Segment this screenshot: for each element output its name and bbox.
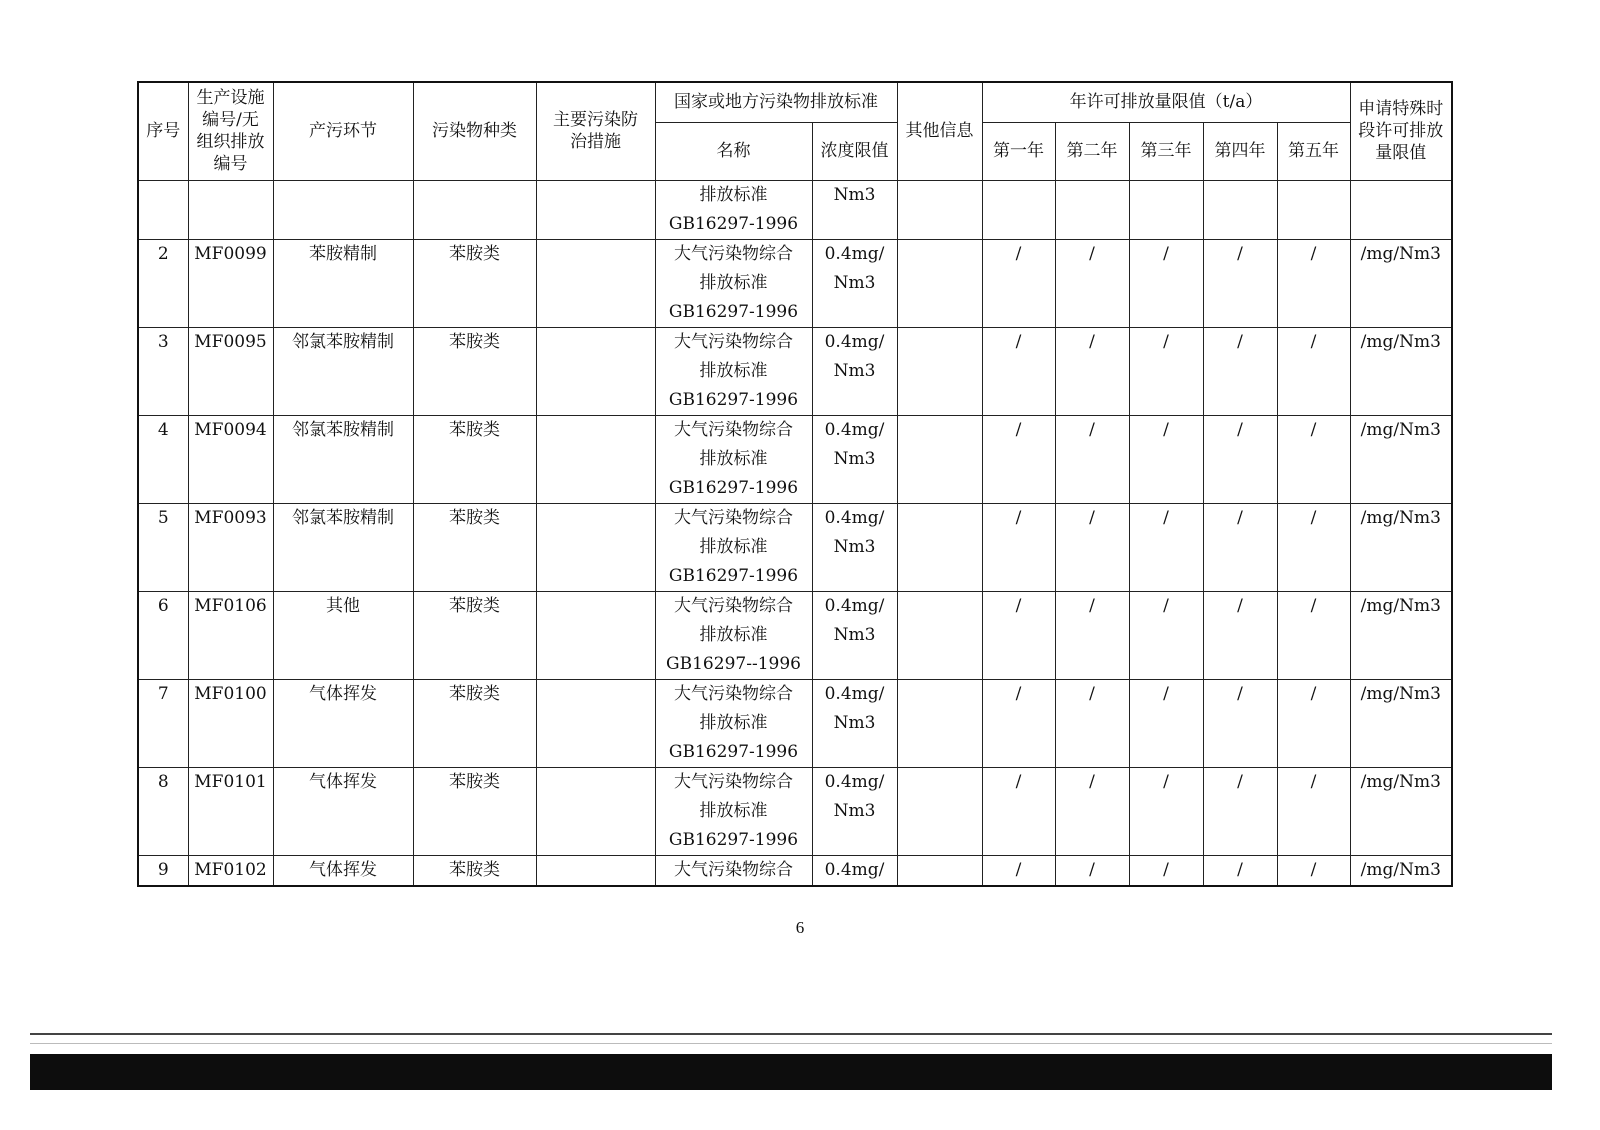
- cell-stage: 邻氯苯胺精制: [273, 415, 413, 503]
- cell-conc-limit: 0.4mg/: [812, 855, 897, 886]
- emission-permit-table: [137, 81, 1453, 887]
- cell-seq: 4: [138, 415, 188, 503]
- scan-border-line: [30, 1033, 1552, 1035]
- cell-year-3: /: [1129, 679, 1203, 767]
- cell-special: /mg/Nm3: [1350, 239, 1452, 327]
- table-row: [138, 327, 1452, 415]
- cell-year-5: /: [1277, 591, 1350, 679]
- cell-empty: [413, 180, 536, 239]
- cell-std-name: 大气污染物综合 排放标准 GB16297-1996: [655, 767, 812, 855]
- cell-empty: [1129, 180, 1203, 239]
- header-facility: 生产设施 编号/无 组织排放 编号: [188, 82, 273, 180]
- cell-other: [897, 503, 982, 591]
- cell-year-2: /: [1055, 767, 1129, 855]
- cell-empty: [982, 180, 1055, 239]
- cell-year-3: /: [1129, 415, 1203, 503]
- cell-other: [897, 239, 982, 327]
- cell-year-3: /: [1129, 239, 1203, 327]
- cell-conc-limit: 0.4mg/ Nm3: [812, 239, 897, 327]
- cell-seq: 9: [138, 855, 188, 886]
- cell-empty: [897, 180, 982, 239]
- header-year-4: 第四年: [1203, 122, 1277, 180]
- cell-conc-limit: 0.4mg/ Nm3: [812, 327, 897, 415]
- header-year-1: 第一年: [982, 122, 1055, 180]
- cell-conc-limit: 0.4mg/ Nm3: [812, 415, 897, 503]
- cell-year-2: /: [1055, 239, 1129, 327]
- cell-empty: [273, 180, 413, 239]
- cell-conc-limit: 0.4mg/ Nm3: [812, 679, 897, 767]
- cell-year-2: /: [1055, 855, 1129, 886]
- cell-year-5: /: [1277, 767, 1350, 855]
- cell-year-5: /: [1277, 415, 1350, 503]
- cell-year-5: /: [1277, 239, 1350, 327]
- cell-seq: 3: [138, 327, 188, 415]
- cell-std-name: 大气污染物综合 排放标准 GB16297-1996: [655, 679, 812, 767]
- cell-empty: [1350, 180, 1452, 239]
- cell-year-5: /: [1277, 679, 1350, 767]
- cell-year-2: /: [1055, 327, 1129, 415]
- cell-year-3: /: [1129, 767, 1203, 855]
- cell-year-4: /: [1203, 591, 1277, 679]
- cell-measures: [536, 679, 655, 767]
- cell-conc-limit: 0.4mg/ Nm3: [812, 591, 897, 679]
- cell-special: /mg/Nm3: [1350, 679, 1452, 767]
- cell-special: /mg/Nm3: [1350, 767, 1452, 855]
- cell-measures: [536, 503, 655, 591]
- cell-special: /mg/Nm3: [1350, 591, 1452, 679]
- cell-empty: [536, 180, 655, 239]
- cell-empty: [1203, 180, 1277, 239]
- cell-year-4: /: [1203, 767, 1277, 855]
- table-body: [138, 180, 1452, 886]
- cell-year-2: /: [1055, 415, 1129, 503]
- cell-year-5: /: [1277, 855, 1350, 886]
- cell-facility-id: MF0099: [188, 239, 273, 327]
- cell-std-name: 大气污染物综合 排放标准 GB16297-1996: [655, 503, 812, 591]
- cell-conc-limit: Nm3: [812, 180, 897, 239]
- cell-std-name: 大气污染物综合 排放标准 GB16297-1996: [655, 415, 812, 503]
- table-row: [138, 415, 1452, 503]
- cell-other: [897, 591, 982, 679]
- cell-stage: 气体挥发: [273, 679, 413, 767]
- cell-year-1: /: [982, 767, 1055, 855]
- cell-measures: [536, 327, 655, 415]
- header-std-name: 名称: [655, 122, 812, 180]
- cell-year-2: /: [1055, 679, 1129, 767]
- header-measures: 主要污染防 治措施: [536, 82, 655, 180]
- cell-year-5: /: [1277, 503, 1350, 591]
- cell-year-3: /: [1129, 591, 1203, 679]
- table-row: [138, 767, 1452, 855]
- permit-table-container: [137, 81, 1451, 887]
- cell-year-3: /: [1129, 503, 1203, 591]
- cell-year-3: /: [1129, 327, 1203, 415]
- table-row: [138, 855, 1452, 886]
- header-annual-group: 年许可排放量限值（t/a）: [982, 82, 1350, 122]
- cell-pollutant: 苯胺类: [413, 327, 536, 415]
- cell-other: [897, 767, 982, 855]
- header-year-2: 第二年: [1055, 122, 1129, 180]
- cell-facility-id: MF0100: [188, 679, 273, 767]
- table-row: [138, 503, 1452, 591]
- cell-empty: [138, 180, 188, 239]
- cell-measures: [536, 855, 655, 886]
- cell-year-4: /: [1203, 239, 1277, 327]
- cell-std-name: 排放标准 GB16297-1996: [655, 180, 812, 239]
- cell-year-5: /: [1277, 327, 1350, 415]
- cell-seq: 6: [138, 591, 188, 679]
- cell-special: /mg/Nm3: [1350, 415, 1452, 503]
- scan-border-faint-line: [30, 1043, 1552, 1044]
- cell-measures: [536, 591, 655, 679]
- cell-pollutant: 苯胺类: [413, 503, 536, 591]
- cell-pollutant: 苯胺类: [413, 591, 536, 679]
- table-row: [138, 239, 1452, 327]
- cell-std-name: 大气污染物综合: [655, 855, 812, 886]
- cell-pollutant: 苯胺类: [413, 855, 536, 886]
- cell-stage: 气体挥发: [273, 855, 413, 886]
- cell-year-4: /: [1203, 415, 1277, 503]
- cell-year-1: /: [982, 503, 1055, 591]
- cell-special: /mg/Nm3: [1350, 503, 1452, 591]
- cell-conc-limit: 0.4mg/ Nm3: [812, 767, 897, 855]
- header-std-limit: 浓度限值: [812, 122, 897, 180]
- cell-special: /mg/Nm3: [1350, 327, 1452, 415]
- cell-seq: 2: [138, 239, 188, 327]
- cell-seq: 7: [138, 679, 188, 767]
- cell-empty: [188, 180, 273, 239]
- cell-year-1: /: [982, 327, 1055, 415]
- cell-measures: [536, 415, 655, 503]
- cell-seq: 5: [138, 503, 188, 591]
- cell-stage: 邻氯苯胺精制: [273, 503, 413, 591]
- cell-measures: [536, 239, 655, 327]
- cell-facility-id: MF0095: [188, 327, 273, 415]
- cell-other: [897, 855, 982, 886]
- cell-other: [897, 415, 982, 503]
- header-stage: 产污环节: [273, 82, 413, 180]
- cell-pollutant: 苯胺类: [413, 679, 536, 767]
- cell-special: /mg/Nm3: [1350, 855, 1452, 886]
- cell-std-name: 大气污染物综合 排放标准 GB16297--1996: [655, 591, 812, 679]
- cell-year-3: /: [1129, 855, 1203, 886]
- cell-stage: 邻氯苯胺精制: [273, 327, 413, 415]
- scan-bottom-bar: [30, 1054, 1552, 1090]
- cell-year-1: /: [982, 679, 1055, 767]
- header-year-3: 第三年: [1129, 122, 1203, 180]
- cell-facility-id: MF0101: [188, 767, 273, 855]
- header-standard-group: 国家或地方污染物排放标准: [655, 82, 897, 122]
- cell-facility-id: MF0106: [188, 591, 273, 679]
- cell-year-4: /: [1203, 327, 1277, 415]
- cell-year-1: /: [982, 239, 1055, 327]
- cell-facility-id: MF0093: [188, 503, 273, 591]
- page-number: 6: [795, 918, 805, 937]
- cell-year-1: /: [982, 415, 1055, 503]
- cell-facility-id: MF0094: [188, 415, 273, 503]
- cell-seq: 8: [138, 767, 188, 855]
- table-row: [138, 591, 1452, 679]
- cell-empty: [1055, 180, 1129, 239]
- cell-pollutant: 苯胺类: [413, 415, 536, 503]
- header-seq: 序号: [138, 82, 188, 180]
- header-year-5: 第五年: [1277, 122, 1350, 180]
- cell-year-4: /: [1203, 679, 1277, 767]
- cell-pollutant: 苯胺类: [413, 239, 536, 327]
- cell-year-4: /: [1203, 503, 1277, 591]
- cell-stage: 苯胺精制: [273, 239, 413, 327]
- cell-other: [897, 679, 982, 767]
- continuation-row: [138, 180, 1452, 239]
- header-other: 其他信息: [897, 82, 982, 180]
- header-pollutant: 污染物种类: [413, 82, 536, 180]
- cell-facility-id: MF0102: [188, 855, 273, 886]
- cell-year-1: /: [982, 591, 1055, 679]
- header-special: 申请特殊时 段许可排放 量限值: [1350, 82, 1452, 180]
- cell-stage: 气体挥发: [273, 767, 413, 855]
- cell-pollutant: 苯胺类: [413, 767, 536, 855]
- cell-measures: [536, 767, 655, 855]
- cell-year-1: /: [982, 855, 1055, 886]
- cell-stage: 其他: [273, 591, 413, 679]
- cell-std-name: 大气污染物综合 排放标准 GB16297-1996: [655, 239, 812, 327]
- table-row: [138, 679, 1452, 767]
- cell-year-4: /: [1203, 855, 1277, 886]
- cell-year-2: /: [1055, 591, 1129, 679]
- cell-year-2: /: [1055, 503, 1129, 591]
- cell-conc-limit: 0.4mg/ Nm3: [812, 503, 897, 591]
- cell-std-name: 大气污染物综合 排放标准 GB16297-1996: [655, 327, 812, 415]
- cell-other: [897, 327, 982, 415]
- cell-empty: [1277, 180, 1350, 239]
